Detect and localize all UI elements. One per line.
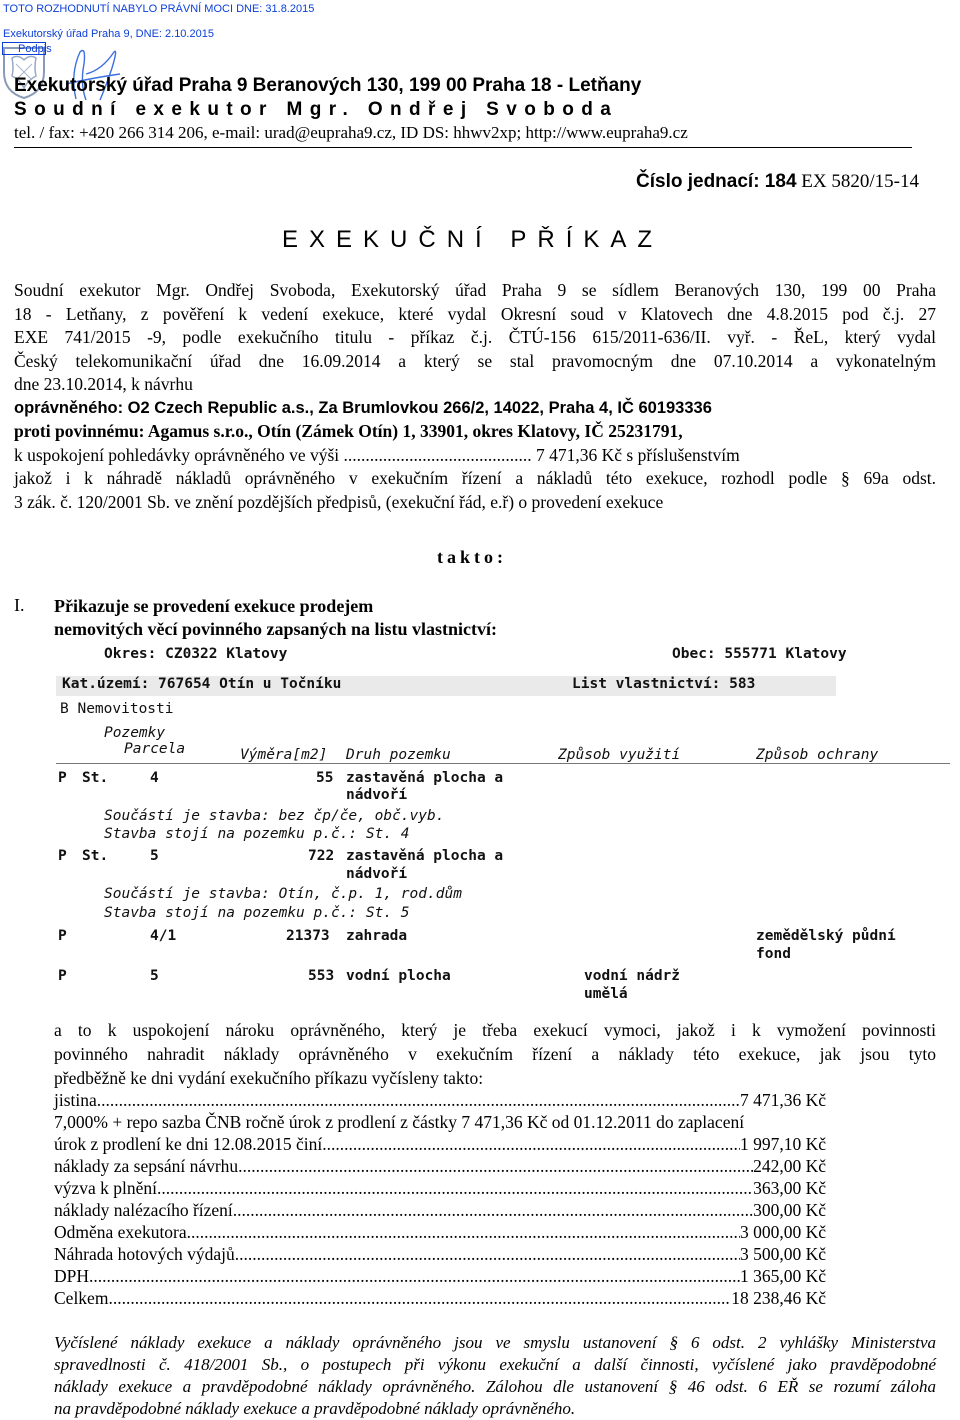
lv-r3-p: P: [58, 928, 67, 944]
lv-h-vymera: Výměra[m2]: [240, 747, 328, 763]
lv-r4-use2: umělá: [584, 986, 628, 1002]
lv-r3-area: 21373: [286, 928, 330, 944]
lv-r1-type: zastavěná plocha a: [346, 770, 504, 786]
lv-r3-num: 4/1: [150, 928, 177, 944]
contact-line: tel. / fax: +420 266 314 206, e-mail: urad@eupraha9.cz, ID DS: hhwv2xp; http://www.eupraha9.cz: [14, 123, 688, 142]
lv-r2-st: St.: [82, 848, 109, 864]
lv-parcela: Parcela: [124, 741, 186, 757]
cost-row-celkem: Celkem ..... 18 238,46 Kč: [54, 1287, 826, 1309]
debtor-line: proti povinnému: Agamus s.r.o., Otín (Zámek Otín) 1, 33901, okres Klatovy, IČ 25231791,: [14, 421, 683, 441]
cost-row-urok: úrok z prodlení ke dni 12.08.2015 činí ..... 1 997,10 Kč: [54, 1133, 826, 1155]
office-date-stamp: Exekutorský úřad Praha 9, DNE: 2.10.2015: [3, 28, 214, 40]
claim-line: k uspokojení pohledávky oprávněného ve výši ........................................... 7 471,36 Kč s příslušenstvím: [14, 444, 740, 465]
section-number: I.: [14, 595, 25, 615]
cost-row-odmena: Odměna exekutora ..... 3 000,00 Kč: [54, 1221, 826, 1243]
costs-note: Vyčíslené náklady exekuce a náklady oprávněného jsou ve smyslu ustanovení § 6 odst. 2 vyhlášky Ministerstva spravedlnosti č. 418/2001 Sb., o postupech při výkonu exekuční a další činnosti, vyčíslené jako pravděpodobné náklady exekuce a pravděpodobné náklady oprávněného. Zálohou dle ustanovení § 46 odst. 6 EŘ se rozumí záloha na pravděpodobné náklady exekuce a pravděpodobné náklady oprávněného.: [54, 1333, 936, 1418]
executor-name: Soudní exekutor Mgr. Ondřej Svoboda: [14, 99, 619, 120]
lv-r2-area: 722: [308, 848, 335, 864]
section-heading: Přikazuje se provedení exekuce prodejem nemovitých věcí povinného zapsaných na listu vlastnictví:: [54, 596, 498, 639]
lv-r4-use: vodní nádrž: [584, 968, 681, 984]
lv-r2-num: 5: [150, 848, 159, 864]
document-title: EXEKUČNÍ PŘÍKAZ: [282, 226, 664, 253]
lv-r4-p: P: [58, 968, 67, 984]
claim-paragraph: a to k uspokojení nároku oprávněného, který je třeba exekucí vymoci, jakož i k vymožení povinnosti povinného nahradit náklady oprávněného v exekučním řízení a náklady této exekuce, jak jsou tyto předběžně ke dni vydání exekučního příkazu vyčísleny takto:: [54, 1020, 936, 1088]
takto-heading: takto:: [437, 547, 507, 567]
lv-r4-type: vodní plocha: [346, 968, 451, 984]
creditor-line: oprávněného: O2 Czech Republic a.s., Za Brumlovkou 266/2, 14022, Praha 4, IČ 60193336: [14, 398, 712, 417]
lv-r3-prot2: fond: [756, 946, 791, 962]
header-divider: [14, 147, 912, 148]
lv-r1-st: St.: [82, 770, 109, 786]
lv-kat-uzemi: Kat.území: 767654 Otín u Točníku: [62, 676, 342, 692]
cost-row-nahrada: Náhrada hotových výdajů ..... 3 500,00 Kč: [54, 1243, 826, 1265]
lv-r1-type2: nádvoří: [346, 787, 408, 803]
lv-r4-num: 5: [150, 968, 159, 984]
lv-rule: [56, 763, 950, 764]
lv-pozemky: Pozemky: [104, 725, 166, 741]
cost-row-sepsani: náklady za sepsání návrhu ..... 242,00 Kč: [54, 1155, 826, 1177]
legal-force-stamp: TOTO ROZHODNUTÍ NABYLO PRÁVNÍ MOCI DNE: 31.8.2015: [3, 3, 315, 15]
lv-r1-area: 55: [316, 770, 334, 786]
lv-r1-num: 4: [150, 770, 159, 786]
lv-section-b: B Nemovitosti: [60, 701, 174, 717]
lv-r2-type: zastavěná plocha a: [346, 848, 504, 864]
lv-r1-p: P: [58, 770, 67, 786]
lv-r3-type: zahrada: [346, 928, 408, 944]
lv-okres: Okres: CZ0322 Klatovy: [104, 646, 288, 662]
cost-row-dph: DPH ..... 1 365,00 Kč: [54, 1265, 826, 1287]
lv-r1-stavba: Součástí je stavba: bez čp/če, obč.vyb.: [104, 808, 445, 824]
lv-h-zpusob: Způsob využití: [558, 747, 681, 763]
lv-r2-p: P: [58, 848, 67, 864]
lv-r3-prot: zemědělský půdní: [756, 928, 896, 944]
costs-list: [54, 1089, 826, 1309]
lv-h-ochrana: Způsob ochrany: [756, 747, 879, 763]
lv-r2-stavba: Součástí je stavba: Otín, č.p. 1, rod.dům: [104, 886, 462, 902]
cost-rate-line: 7,000% + repo sazba ČNB ročně úrok z prodlení z částky 7 471,36 Kč od 01.12.2011 do zaplacení: [54, 1112, 745, 1132]
lv-r2-stoji: Stavba stojí na pozemku p.č.: St. 5: [104, 905, 410, 921]
lv-obec: Obec: 555771 Klatovy: [672, 646, 847, 662]
cost-row-vyzva: výzva k plnění ..... 363,00 Kč: [54, 1177, 826, 1199]
office-address: Exekutorský úřad Praha 9 Beranových 130, 199 00 Praha 18 - Letňany: [14, 75, 642, 96]
cost-row-jistina: jistina ..... 7 471,36 Kč: [54, 1089, 826, 1111]
lv-r2-type2: nádvoří: [346, 866, 408, 882]
lv-h-druh: Druh pozemku: [346, 747, 451, 763]
reference-number: Číslo jednací: 184 EX 5820/15-14: [636, 171, 919, 192]
lv-list: List vlastnictví: 583: [572, 676, 756, 692]
intro-paragraph: Soudní exekutor Mgr. Ondřej Svoboda, Exekutorský úřad Praha 9 se sídlem Beranových 130, 199 00 Praha 18 - Letňany, z pověření k vedení exekuce, které vydal Okresní soud v Klatovech dne 4.8.2015 pod č.j. 27 EXE 741/2015 -9, podle exekučního titulu - příkaz č.j. ČTÚ-156 615/2011-636/II. vyř. - ŘeL, který vydal Český telekomunikační úřad dne 16.09.2014 a který se stal pravomocným dne 07.10.2014 a vykonatelným dne 23.10.2014, k návrhu oprávněného: O2 Czech Republic a.s., Za Brumlovkou 266/2, 14022, Praha 4, IČ 60193336 proti povinnému: Agamus s.r.o., Otín (Zámek Otín) 1, 33901, okres Klatovy, IČ 25231791, k uspokojení pohledávky oprávněného ve výši ........................................... 7 471,36 Kč s příslušenstvím jakož i k náhradě nákladů oprávněného v exekučním řízení a nákladů této exekuce, rozhodl podle § 69a odst. 3 zák. č. 120/2001 Sb. ve znění pozdějších předpisů, (exekuční řád, e.ř) o provedení exekuce: [14, 280, 936, 512]
lv-r1-stoji: Stavba stojí na pozemku p.č.: St. 4: [104, 826, 410, 842]
lv-r4-area: 553: [308, 968, 335, 984]
cost-row-nalez: náklady nalézacího řízení ..... 300,00 Kč: [54, 1199, 826, 1221]
signature-label: Podpis: [18, 43, 52, 55]
